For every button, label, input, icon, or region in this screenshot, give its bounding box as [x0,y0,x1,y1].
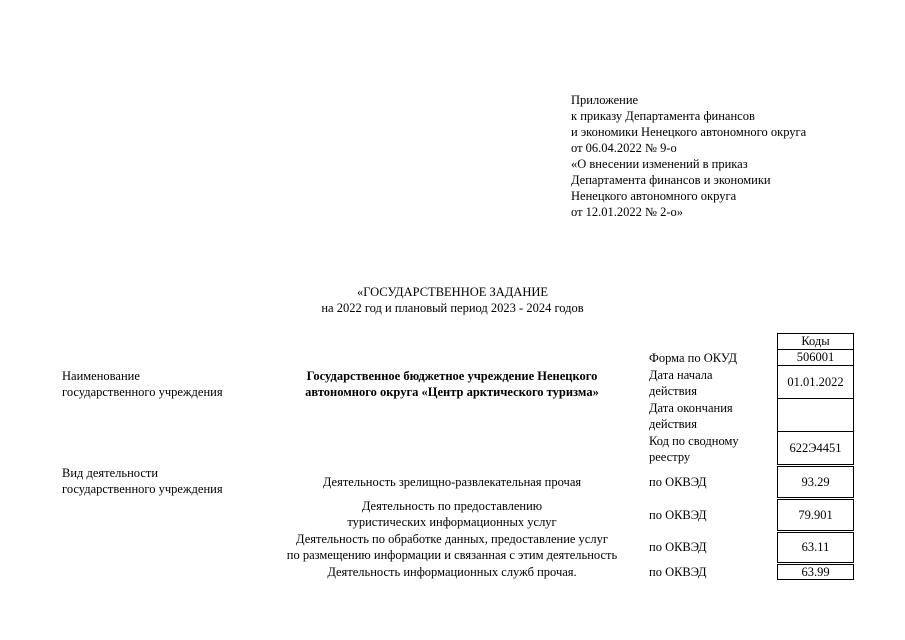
okved-code: 63.11 [777,532,854,563]
start-date-value: 01.01.2022 [778,366,853,399]
institution-name-line: автономного округа «Центр арктического туризма» [305,385,599,399]
appendix-line: от 06.04.2022 № 9-о [571,141,677,155]
institution-label [62,368,223,400]
appendix-line: Ненецкого автономного округа [571,189,737,203]
activity-description-line: Деятельность по предоставлению [361,499,543,513]
registry-label-line: реестру [649,450,691,464]
institution-name-line: Государственное бюджетное учреждение Ненецкого [306,369,598,383]
okud-code: 506001 [778,350,853,366]
okved-code: 63.99 [777,564,854,580]
end-date-label-line: Дата окончания [649,401,733,415]
okved-code: 79.901 [777,499,854,531]
okved-label: по ОКВЭД [649,508,707,522]
start-date-label-line: Дата начала [649,368,713,382]
activity-description [262,531,642,563]
institution-name [262,368,642,400]
activity-description: Деятельность зрелищно-развлекательная прочая [322,475,582,489]
appendix-line: и экономики Ненецкого автономного округа [571,125,807,139]
activity-label-line: государственного учреждения [62,482,223,496]
activity-label-line: Вид деятельности [62,466,159,480]
appendix-line: от 12.01.2022 № 2-о» [571,205,684,219]
activity-description-line: туристических информационных услуг [347,515,557,529]
document-title [200,284,705,316]
title-line-2: на 2022 год и плановый период 2023 - 2024 годов [321,301,584,315]
start-date-label [649,367,713,399]
appendix-line: к приказу Департамента финансов [571,109,755,123]
okved-code: 93.29 [777,466,854,498]
okved-label: по ОКВЭД [649,565,707,579]
start-date-label-line: действия [649,384,697,398]
codes-header: Коды [778,334,853,350]
appendix-line: Приложение [571,93,639,107]
end-date-label [649,400,733,432]
appendix-line: Департамента финансов и экономики [571,173,771,187]
activity-description-line: по размещению информации и связанная с этим деятельность [286,548,618,562]
okved-label: по ОКВЭД [649,540,707,554]
activity-description: Деятельность информационных служб прочая. [327,565,577,579]
appendix-line: «О внесении изменений в приказ [571,157,748,171]
appendix-block [571,92,891,220]
institution-label-line: Наименование [62,369,140,383]
codes-table [777,333,854,465]
end-date-value [778,399,853,432]
title-line-1: «ГОСУДАРСТВЕННОЕ ЗАДАНИЕ [356,285,549,299]
activity-label [62,465,223,497]
okud-label: Форма по ОКУД [649,351,737,365]
registry-label-line: Код по сводному [649,434,739,448]
end-date-label-line: действия [649,417,697,431]
registry-code: 622Э4451 [789,441,842,455]
activity-description-line: Деятельность по обработке данных, предоставление услуг [296,532,608,546]
registry-label [649,433,739,465]
activity-description [262,498,642,530]
institution-label-line: государственного учреждения [62,385,223,399]
okved-label: по ОКВЭД [649,475,707,489]
